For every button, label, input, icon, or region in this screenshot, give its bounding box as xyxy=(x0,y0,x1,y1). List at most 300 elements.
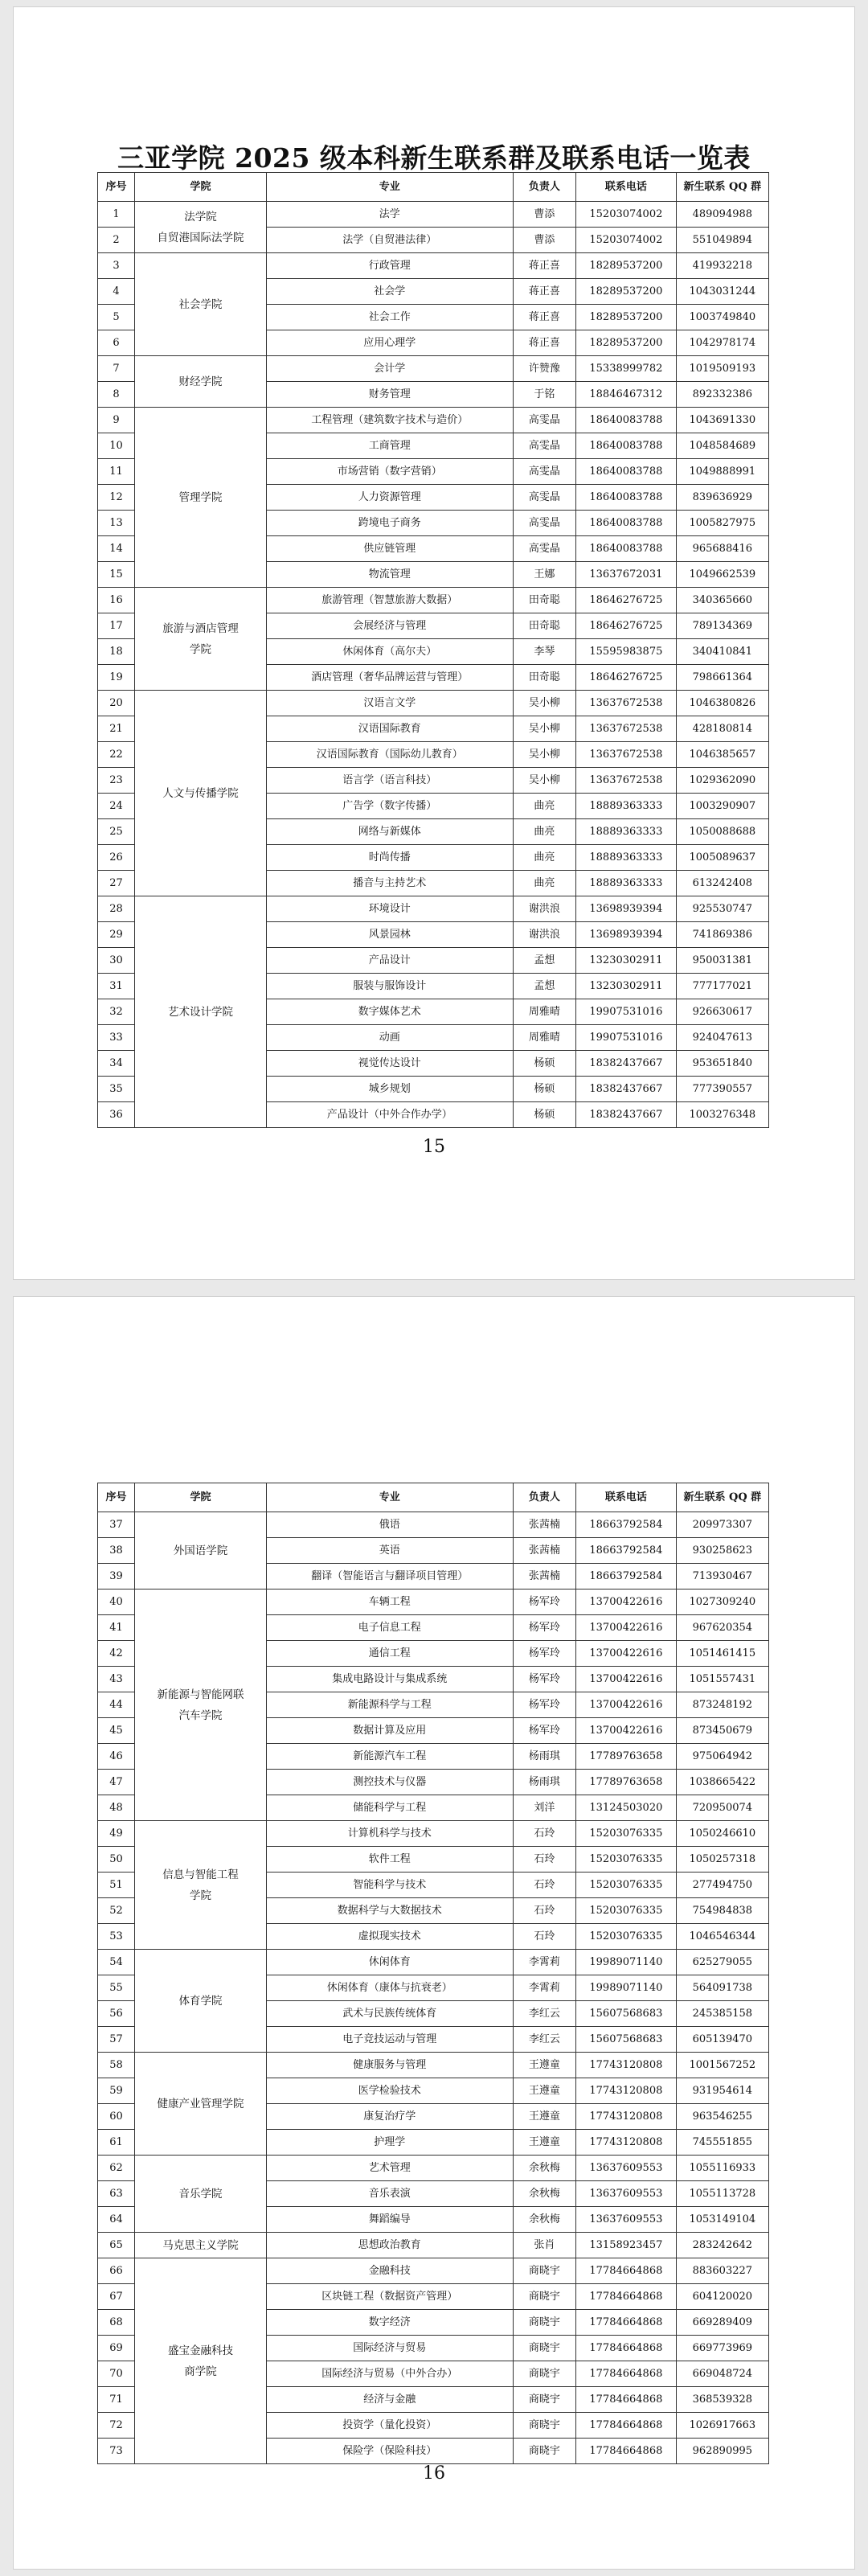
cell-qq: 209973307 xyxy=(676,1512,768,1538)
cell-qq: 745551855 xyxy=(676,2130,768,2156)
cell-person: 商晓宇 xyxy=(513,2361,575,2387)
cell-qq: 713930467 xyxy=(676,1564,768,1589)
cell-no: 34 xyxy=(98,1051,135,1077)
cell-qq: 930258623 xyxy=(676,1538,768,1564)
cell-phone: 13698939394 xyxy=(576,896,677,922)
cell-phone: 13698939394 xyxy=(576,922,677,948)
cell-no: 46 xyxy=(98,1744,135,1770)
cell-major: 集成电路设计与集成系统 xyxy=(266,1667,513,1692)
cell-person: 李红云 xyxy=(513,2001,575,2027)
cell-phone: 17784664868 xyxy=(576,2413,677,2439)
cell-college: 信息与智能工程 学院 xyxy=(135,1821,267,1950)
header-major: 专业 xyxy=(266,173,513,202)
cell-phone: 18289537200 xyxy=(576,330,677,356)
cell-person: 张茜楠 xyxy=(513,1538,575,1564)
cell-college: 旅游与酒店管理 学院 xyxy=(135,588,267,691)
cell-phone: 18646276725 xyxy=(576,588,677,613)
cell-no: 23 xyxy=(98,768,135,794)
cell-qq: 1003290907 xyxy=(676,794,768,819)
cell-qq: 1027309240 xyxy=(676,1589,768,1615)
cell-person: 谢洪浪 xyxy=(513,922,575,948)
cell-qq: 1003276348 xyxy=(676,1102,768,1128)
cell-major: 数据科学与大数据技术 xyxy=(266,1898,513,1924)
cell-person: 杨硕 xyxy=(513,1102,575,1128)
cell-no: 44 xyxy=(98,1692,135,1718)
cell-major: 社会工作 xyxy=(266,305,513,330)
cell-no: 18 xyxy=(98,639,135,665)
cell-person: 商晓宇 xyxy=(513,2284,575,2310)
cell-no: 62 xyxy=(98,2156,135,2181)
contact-table-1 xyxy=(97,172,769,1128)
cell-person: 蒋正喜 xyxy=(513,253,575,279)
cell-qq: 963546255 xyxy=(676,2104,768,2130)
cell-no: 50 xyxy=(98,1847,135,1873)
cell-no: 8 xyxy=(98,382,135,408)
cell-phone: 18889363333 xyxy=(576,871,677,896)
cell-person: 张肖 xyxy=(513,2233,575,2258)
cell-phone: 15607568683 xyxy=(576,2001,677,2027)
cell-phone: 18289537200 xyxy=(576,253,677,279)
cell-person: 孟想 xyxy=(513,948,575,974)
cell-major: 国际经济与贸易 xyxy=(266,2336,513,2361)
cell-person: 李霄莉 xyxy=(513,1950,575,1975)
cell-qq: 950031381 xyxy=(676,948,768,974)
cell-person: 周雅晴 xyxy=(513,999,575,1025)
cell-person: 商晓宇 xyxy=(513,2439,575,2464)
cell-major: 国际经济与贸易（中外合办） xyxy=(266,2361,513,2387)
cell-phone: 18663792584 xyxy=(576,1564,677,1589)
cell-major: 工商管理 xyxy=(266,433,513,459)
cell-phone: 15203076335 xyxy=(576,1924,677,1950)
header-qq: 新生联系 QQ 群 xyxy=(676,173,768,202)
cell-person: 吴小柳 xyxy=(513,742,575,768)
cell-qq: 926630617 xyxy=(676,999,768,1025)
cell-qq: 1043691330 xyxy=(676,408,768,433)
cell-college: 人文与传播学院 xyxy=(135,691,267,896)
cell-qq: 1051461415 xyxy=(676,1641,768,1667)
cell-phone: 15607568683 xyxy=(576,2027,677,2053)
header-person: 负责人 xyxy=(513,1483,575,1512)
cell-major: 智能科学与技术 xyxy=(266,1873,513,1898)
cell-phone: 15595983875 xyxy=(576,639,677,665)
cell-no: 32 xyxy=(98,999,135,1025)
cell-person: 周雅晴 xyxy=(513,1025,575,1051)
cell-qq: 1055113728 xyxy=(676,2181,768,2207)
cell-major: 工程管理（建筑数字技术与造价） xyxy=(266,408,513,433)
document-title: 三亚学院 2025 级本科新生联系群及联系电话一览表 xyxy=(117,142,751,174)
cell-person: 曹添 xyxy=(513,228,575,253)
cell-person: 杨军玲 xyxy=(513,1718,575,1744)
cell-no: 61 xyxy=(98,2130,135,2156)
cell-person: 蒋正喜 xyxy=(513,305,575,330)
cell-no: 6 xyxy=(98,330,135,356)
cell-qq: 924047613 xyxy=(676,1025,768,1051)
header-qq: 新生联系 QQ 群 xyxy=(676,1483,768,1512)
cell-phone: 13637672031 xyxy=(576,562,677,588)
cell-no: 37 xyxy=(98,1512,135,1538)
cell-phone: 13700422616 xyxy=(576,1667,677,1692)
cell-qq: 669048724 xyxy=(676,2361,768,2387)
cell-major: 车辆工程 xyxy=(266,1589,513,1615)
cell-no: 2 xyxy=(98,228,135,253)
cell-phone: 15338999782 xyxy=(576,356,677,382)
cell-no: 16 xyxy=(98,588,135,613)
cell-college: 艺术设计学院 xyxy=(135,896,267,1128)
cell-no: 28 xyxy=(98,896,135,922)
cell-qq: 564091738 xyxy=(676,1975,768,2001)
page-number: 15 xyxy=(423,1137,445,1157)
cell-phone: 19907531016 xyxy=(576,1025,677,1051)
cell-no: 22 xyxy=(98,742,135,768)
cell-major: 会展经济与管理 xyxy=(266,613,513,639)
cell-phone: 13637609553 xyxy=(576,2181,677,2207)
cell-person: 田奇聪 xyxy=(513,665,575,691)
cell-phone: 17784664868 xyxy=(576,2387,677,2413)
cell-no: 5 xyxy=(98,305,135,330)
cell-major: 旅游管理（智慧旅游大数据） xyxy=(266,588,513,613)
cell-no: 27 xyxy=(98,871,135,896)
cell-phone: 13637672538 xyxy=(576,742,677,768)
cell-major: 供应链管理 xyxy=(266,536,513,562)
cell-major: 护理学 xyxy=(266,2130,513,2156)
cell-major: 社会学 xyxy=(266,279,513,305)
cell-phone: 17784664868 xyxy=(576,2439,677,2464)
cell-no: 29 xyxy=(98,922,135,948)
cell-phone: 18640083788 xyxy=(576,485,677,511)
cell-qq: 931954614 xyxy=(676,2078,768,2104)
cell-major: 数据计算及应用 xyxy=(266,1718,513,1744)
table-header-row xyxy=(98,173,769,202)
cell-phone: 18646276725 xyxy=(576,613,677,639)
cell-person: 李霄莉 xyxy=(513,1975,575,2001)
cell-no: 4 xyxy=(98,279,135,305)
cell-qq: 1051557431 xyxy=(676,1667,768,1692)
cell-major: 语言学（语言科技） xyxy=(266,768,513,794)
cell-phone: 13700422616 xyxy=(576,1692,677,1718)
cell-major: 翻译（智能语言与翻译项目管理） xyxy=(266,1564,513,1589)
cell-person: 吴小柳 xyxy=(513,691,575,716)
cell-qq: 283242642 xyxy=(676,2233,768,2258)
cell-qq: 1005089637 xyxy=(676,845,768,871)
cell-no: 43 xyxy=(98,1667,135,1692)
cell-person: 高雯晶 xyxy=(513,485,575,511)
cell-major: 软件工程 xyxy=(266,1847,513,1873)
cell-phone: 19907531016 xyxy=(576,999,677,1025)
cell-qq: 604120020 xyxy=(676,2284,768,2310)
cell-phone: 17784664868 xyxy=(576,2310,677,2336)
contact-table-2 xyxy=(97,1483,769,2464)
cell-person: 商晓宇 xyxy=(513,2258,575,2284)
cell-no: 48 xyxy=(98,1795,135,1821)
cell-person: 高雯晶 xyxy=(513,536,575,562)
table-row xyxy=(98,202,769,228)
cell-person: 石玲 xyxy=(513,1847,575,1873)
cell-phone: 18889363333 xyxy=(576,794,677,819)
cell-no: 24 xyxy=(98,794,135,819)
cell-no: 57 xyxy=(98,2027,135,2053)
cell-qq: 892332386 xyxy=(676,382,768,408)
header-person: 负责人 xyxy=(513,173,575,202)
cell-qq: 1019509193 xyxy=(676,356,768,382)
cell-person: 余秋梅 xyxy=(513,2181,575,2207)
cell-person: 孟想 xyxy=(513,974,575,999)
cell-major: 视觉传达设计 xyxy=(266,1051,513,1077)
cell-major: 音乐表演 xyxy=(266,2181,513,2207)
cell-major: 播音与主持艺术 xyxy=(266,871,513,896)
cell-qq: 1046380826 xyxy=(676,691,768,716)
cell-phone: 18289537200 xyxy=(576,279,677,305)
table-row xyxy=(98,1512,769,1538)
cell-major: 环境设计 xyxy=(266,896,513,922)
cell-major: 法学（自贸港法律） xyxy=(266,228,513,253)
cell-phone: 17743120808 xyxy=(576,2078,677,2104)
header-phone: 联系电话 xyxy=(576,1483,677,1512)
cell-no: 38 xyxy=(98,1538,135,1564)
cell-major: 舞蹈编导 xyxy=(266,2207,513,2233)
cell-major: 储能科学与工程 xyxy=(266,1795,513,1821)
table-row xyxy=(98,356,769,382)
cell-major: 广告学（数字传播） xyxy=(266,794,513,819)
cell-phone: 13637672538 xyxy=(576,716,677,742)
cell-qq: 953651840 xyxy=(676,1051,768,1077)
cell-major: 休闲体育（高尔夫） xyxy=(266,639,513,665)
cell-phone: 15203074002 xyxy=(576,202,677,228)
cell-qq: 669289409 xyxy=(676,2310,768,2336)
cell-person: 杨硕 xyxy=(513,1077,575,1102)
cell-no: 26 xyxy=(98,845,135,871)
cell-phone: 18846467312 xyxy=(576,382,677,408)
cell-major: 市场营销（数字营销） xyxy=(266,459,513,485)
cell-qq: 967620354 xyxy=(676,1615,768,1641)
cell-qq: 975064942 xyxy=(676,1744,768,1770)
cell-person: 杨军玲 xyxy=(513,1641,575,1667)
cell-no: 71 xyxy=(98,2387,135,2413)
cell-major: 跨境电子商务 xyxy=(266,511,513,536)
cell-qq: 1005827975 xyxy=(676,511,768,536)
cell-major: 数字经济 xyxy=(266,2310,513,2336)
cell-major: 汉语国际教育（国际幼儿教育） xyxy=(266,742,513,768)
cell-person: 商晓宇 xyxy=(513,2336,575,2361)
cell-person: 高雯晶 xyxy=(513,511,575,536)
cell-no: 45 xyxy=(98,1718,135,1744)
header-college: 学院 xyxy=(135,173,267,202)
cell-person: 蒋正喜 xyxy=(513,279,575,305)
cell-college: 马克思主义学院 xyxy=(135,2233,267,2258)
cell-no: 13 xyxy=(98,511,135,536)
table-row xyxy=(98,1821,769,1847)
cell-major: 思想政治教育 xyxy=(266,2233,513,2258)
cell-qq: 789134369 xyxy=(676,613,768,639)
cell-no: 30 xyxy=(98,948,135,974)
cell-no: 12 xyxy=(98,485,135,511)
cell-major: 酒店管理（奢华品牌运营与管理） xyxy=(266,665,513,691)
cell-phone: 17784664868 xyxy=(576,2336,677,2361)
cell-major: 服装与服饰设计 xyxy=(266,974,513,999)
cell-no: 72 xyxy=(98,2413,135,2439)
cell-person: 石玲 xyxy=(513,1821,575,1847)
cell-person: 蒋正喜 xyxy=(513,330,575,356)
cell-phone: 15203074002 xyxy=(576,228,677,253)
cell-major: 产品设计 xyxy=(266,948,513,974)
cell-qq: 1038665422 xyxy=(676,1770,768,1795)
cell-person: 余秋梅 xyxy=(513,2207,575,2233)
cell-phone: 18382437667 xyxy=(576,1102,677,1128)
cell-person: 高雯晶 xyxy=(513,459,575,485)
cell-person: 李琴 xyxy=(513,639,575,665)
cell-no: 58 xyxy=(98,2053,135,2078)
cell-phone: 17784664868 xyxy=(576,2258,677,2284)
cell-major: 保险学（保险科技） xyxy=(266,2439,513,2464)
cell-person: 王遵童 xyxy=(513,2130,575,2156)
cell-major: 新能源科学与工程 xyxy=(266,1692,513,1718)
cell-qq: 1050246610 xyxy=(676,1821,768,1847)
cell-person: 商晓宇 xyxy=(513,2387,575,2413)
cell-no: 60 xyxy=(98,2104,135,2130)
cell-phone: 18663792584 xyxy=(576,1538,677,1564)
cell-major: 英语 xyxy=(266,1538,513,1564)
cell-qq: 1042978174 xyxy=(676,330,768,356)
cell-no: 15 xyxy=(98,562,135,588)
header-phone: 联系电话 xyxy=(576,173,677,202)
cell-phone: 13230302911 xyxy=(576,948,677,974)
cell-major: 财务管理 xyxy=(266,382,513,408)
cell-major: 风景园林 xyxy=(266,922,513,948)
cell-no: 56 xyxy=(98,2001,135,2027)
cell-no: 33 xyxy=(98,1025,135,1051)
cell-qq: 1050088688 xyxy=(676,819,768,845)
cell-no: 49 xyxy=(98,1821,135,1847)
cell-person: 石玲 xyxy=(513,1898,575,1924)
cell-no: 17 xyxy=(98,613,135,639)
cell-person: 曲亮 xyxy=(513,871,575,896)
cell-no: 64 xyxy=(98,2207,135,2233)
cell-qq: 277494750 xyxy=(676,1873,768,1898)
cell-no: 51 xyxy=(98,1873,135,1898)
cell-qq: 1049888991 xyxy=(676,459,768,485)
cell-college: 法学院 自贸港国际法学院 xyxy=(135,202,267,253)
cell-person: 余秋梅 xyxy=(513,2156,575,2181)
cell-person: 石玲 xyxy=(513,1924,575,1950)
cell-person: 田奇聪 xyxy=(513,588,575,613)
cell-qq: 741869386 xyxy=(676,922,768,948)
header-no: 序号 xyxy=(98,1483,135,1512)
cell-qq: 340365660 xyxy=(676,588,768,613)
cell-major: 动画 xyxy=(266,1025,513,1051)
cell-major: 虚拟现实技术 xyxy=(266,1924,513,1950)
cell-major: 应用心理学 xyxy=(266,330,513,356)
cell-phone: 18640083788 xyxy=(576,459,677,485)
cell-person: 杨军玲 xyxy=(513,1589,575,1615)
document-page-2 xyxy=(13,1296,855,2570)
cell-college: 新能源与智能网联 汽车学院 xyxy=(135,1589,267,1821)
cell-person: 王遵童 xyxy=(513,2078,575,2104)
cell-person: 杨硕 xyxy=(513,1051,575,1077)
cell-qq: 551049894 xyxy=(676,228,768,253)
cell-qq: 1046385657 xyxy=(676,742,768,768)
cell-major: 俄语 xyxy=(266,1512,513,1538)
cell-qq: 1050257318 xyxy=(676,1847,768,1873)
cell-qq: 1046546344 xyxy=(676,1924,768,1950)
cell-person: 高雯晶 xyxy=(513,433,575,459)
cell-major: 康复治疗学 xyxy=(266,2104,513,2130)
cell-person: 杨军玲 xyxy=(513,1667,575,1692)
cell-qq: 839636929 xyxy=(676,485,768,511)
cell-major: 休闲体育（康体与抗衰老） xyxy=(266,1975,513,2001)
cell-qq: 925530747 xyxy=(676,896,768,922)
cell-qq: 419932218 xyxy=(676,253,768,279)
cell-qq: 613242408 xyxy=(676,871,768,896)
cell-phone: 17743120808 xyxy=(576,2104,677,2130)
cell-no: 39 xyxy=(98,1564,135,1589)
cell-qq: 1053149104 xyxy=(676,2207,768,2233)
cell-major: 投资学（量化投资） xyxy=(266,2413,513,2439)
cell-no: 59 xyxy=(98,2078,135,2104)
cell-phone: 18646276725 xyxy=(576,665,677,691)
cell-no: 53 xyxy=(98,1924,135,1950)
table-row xyxy=(98,2156,769,2181)
cell-person: 王娜 xyxy=(513,562,575,588)
cell-no: 42 xyxy=(98,1641,135,1667)
cell-college: 音乐学院 xyxy=(135,2156,267,2233)
header-no: 序号 xyxy=(98,173,135,202)
cell-phone: 15203076335 xyxy=(576,1821,677,1847)
cell-no: 52 xyxy=(98,1898,135,1924)
table-row xyxy=(98,588,769,613)
cell-qq: 883603227 xyxy=(676,2258,768,2284)
cell-person: 杨军玲 xyxy=(513,1692,575,1718)
cell-major: 城乡规划 xyxy=(266,1077,513,1102)
cell-person: 吴小柳 xyxy=(513,768,575,794)
cell-major: 汉语言文学 xyxy=(266,691,513,716)
cell-qq: 340410841 xyxy=(676,639,768,665)
cell-no: 9 xyxy=(98,408,135,433)
cell-no: 1 xyxy=(98,202,135,228)
cell-person: 吴小柳 xyxy=(513,716,575,742)
cell-person: 商晓宇 xyxy=(513,2413,575,2439)
cell-qq: 1026917663 xyxy=(676,2413,768,2439)
cell-person: 王遵童 xyxy=(513,2053,575,2078)
table-row xyxy=(98,1950,769,1975)
cell-qq: 1055116933 xyxy=(676,2156,768,2181)
table-row xyxy=(98,2233,769,2258)
cell-phone: 18640083788 xyxy=(576,408,677,433)
cell-major: 产品设计（中外合作办学） xyxy=(266,1102,513,1128)
cell-college: 体育学院 xyxy=(135,1950,267,2053)
cell-no: 35 xyxy=(98,1077,135,1102)
cell-qq: 368539328 xyxy=(676,2387,768,2413)
cell-no: 7 xyxy=(98,356,135,382)
cell-person: 杨雨琪 xyxy=(513,1770,575,1795)
cell-person: 谢洪浪 xyxy=(513,896,575,922)
cell-no: 19 xyxy=(98,665,135,691)
cell-no: 40 xyxy=(98,1589,135,1615)
cell-phone: 15203076335 xyxy=(576,1873,677,1898)
cell-qq: 1049662539 xyxy=(676,562,768,588)
cell-person: 曲亮 xyxy=(513,845,575,871)
cell-person: 杨雨琪 xyxy=(513,1744,575,1770)
cell-major: 健康服务与管理 xyxy=(266,2053,513,2078)
cell-phone: 13230302911 xyxy=(576,974,677,999)
cell-phone: 13637609553 xyxy=(576,2156,677,2181)
cell-qq: 245385158 xyxy=(676,2001,768,2027)
cell-major: 人力资源管理 xyxy=(266,485,513,511)
cell-major: 经济与金融 xyxy=(266,2387,513,2413)
cell-major: 武术与民族传统体育 xyxy=(266,2001,513,2027)
cell-no: 63 xyxy=(98,2181,135,2207)
cell-college: 健康产业管理学院 xyxy=(135,2053,267,2156)
cell-no: 65 xyxy=(98,2233,135,2258)
cell-major: 计算机科学与技术 xyxy=(266,1821,513,1847)
